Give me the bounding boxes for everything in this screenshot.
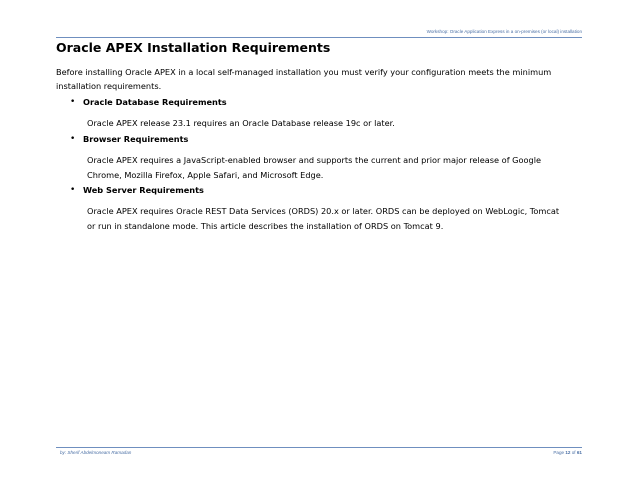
page-of: of [571, 450, 576, 455]
requirement-web-server [56, 184, 586, 233]
bullet-icon: • [70, 134, 76, 144]
requirement-body: Oracle APEX release 23.1 requires an Oracle Database release 19c or later. [87, 118, 395, 128]
requirement-database [56, 96, 586, 131]
bullet-icon: • [70, 97, 76, 107]
requirement-body: Oracle APEX requires a JavaScript-enabled browser and supports the current and prior major release of Google Chrome, Mozilla Firefox, Apple Safari, and Microsoft Edge. [87, 155, 542, 180]
bullet-icon: • [70, 185, 76, 195]
page-prefix: Page [553, 450, 565, 455]
page-current: 12 [565, 450, 571, 455]
requirement-body: Oracle APEX requires Oracle REST Data Services (ORDS) 20.x or later. ORDS can be deployed on WebLogic, Tomcat or run in standalone mode. This article describes the installation of ORDS on Tomcat 9. [87, 206, 560, 231]
section-title: Oracle APEX Installation Requirements [56, 40, 331, 55]
requirement-browser [56, 133, 586, 182]
page-number [553, 450, 582, 455]
footer-author: by: Sherif Abdelmoneam Ramadan [60, 450, 132, 455]
requirement-title: Oracle Database Requirements [83, 97, 227, 107]
header-divider [56, 37, 582, 38]
running-header: Workshop: Oracle Application Express in a on-premises (or local) installation [426, 29, 582, 34]
requirement-title: Web Server Requirements [83, 185, 204, 195]
requirement-heading [56, 96, 586, 108]
requirement-heading [56, 184, 586, 196]
intro-paragraph: Before installing Oracle APEX in a local self-managed installation you must verify your configuration meets the minimum installation requirements. [56, 67, 552, 91]
requirement-heading [56, 133, 586, 145]
requirement-title: Browser Requirements [83, 134, 189, 144]
footer-divider [56, 447, 582, 448]
page-total: 61 [576, 450, 582, 455]
